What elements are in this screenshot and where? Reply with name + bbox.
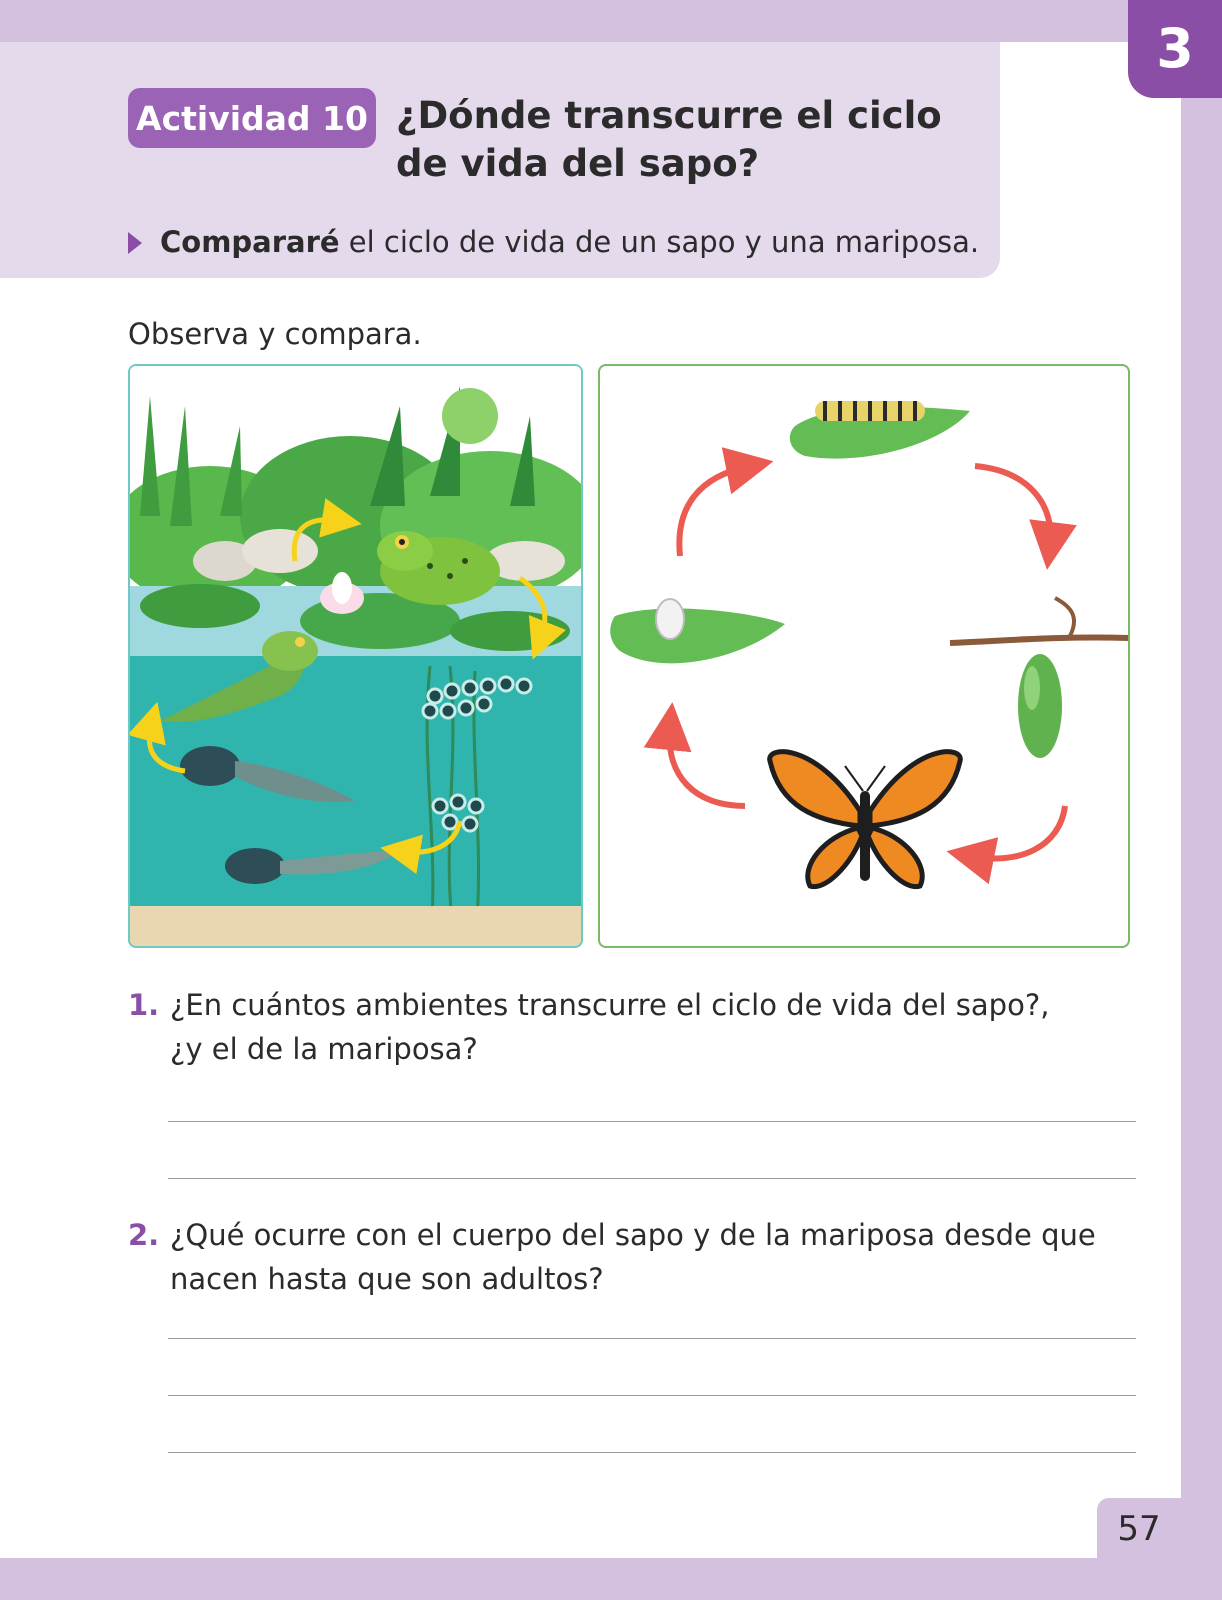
cycle-arrow: [970, 806, 1065, 859]
answer-line[interactable]: [168, 1452, 1136, 1453]
underwater: [130, 656, 581, 946]
question-text-line: ¿y el de la mariposa?: [170, 1032, 478, 1066]
question-text-line: nacen hasta que son adultos?: [170, 1262, 604, 1296]
answer-line[interactable]: [168, 1178, 1136, 1179]
activity-title: [396, 92, 976, 188]
lily-pad: [140, 584, 260, 628]
egg-on-leaf-icon: [610, 599, 785, 663]
chrysalis-on-branch-icon: [950, 598, 1128, 758]
question-number: 1.: [128, 988, 160, 1022]
butterfly-life-cycle-illustration: [598, 364, 1130, 948]
right-margin-band: [1181, 0, 1222, 1600]
instruction: Observa y compara.: [128, 317, 422, 351]
rock: [242, 529, 318, 573]
question-text-line: ¿Qué ocurre con el cuerpo del sapo y de la mariposa desde que: [170, 1218, 1096, 1252]
activity-badge: Actividad 10: [128, 88, 376, 148]
bottom-band: [0, 1558, 1222, 1600]
caterpillar-on-leaf-icon: [790, 401, 970, 459]
pond-bottom: [130, 906, 581, 946]
top-band: [0, 0, 1222, 42]
bullet-arrow-icon: [128, 232, 142, 254]
objective-verb: Compararé: [160, 225, 340, 259]
frog-life-cycle-illustration: [128, 364, 583, 948]
page-number: 57: [1097, 1498, 1181, 1560]
cycle-arrow: [679, 466, 750, 556]
objective: [128, 222, 979, 262]
cycle-arrow: [669, 726, 745, 806]
lily-pad: [450, 611, 570, 651]
title-line-1: ¿Dónde transcurre el ciclo: [396, 94, 942, 137]
cycle-arrow: [975, 466, 1051, 546]
title-line-2: de vida del sapo?: [396, 142, 760, 185]
objective-text: el ciclo de vida de un sapo y una mariposa.: [339, 225, 980, 259]
question-number: 2.: [128, 1218, 160, 1252]
unit-number-tab: 3: [1128, 0, 1222, 98]
answer-line[interactable]: [168, 1338, 1136, 1339]
butterfly-icon: [770, 752, 961, 887]
answer-line[interactable]: [168, 1121, 1136, 1122]
question-text-line: ¿En cuántos ambientes transcurre el ciclo de vida del sapo?,: [170, 988, 1050, 1022]
answer-line[interactable]: [168, 1395, 1136, 1396]
